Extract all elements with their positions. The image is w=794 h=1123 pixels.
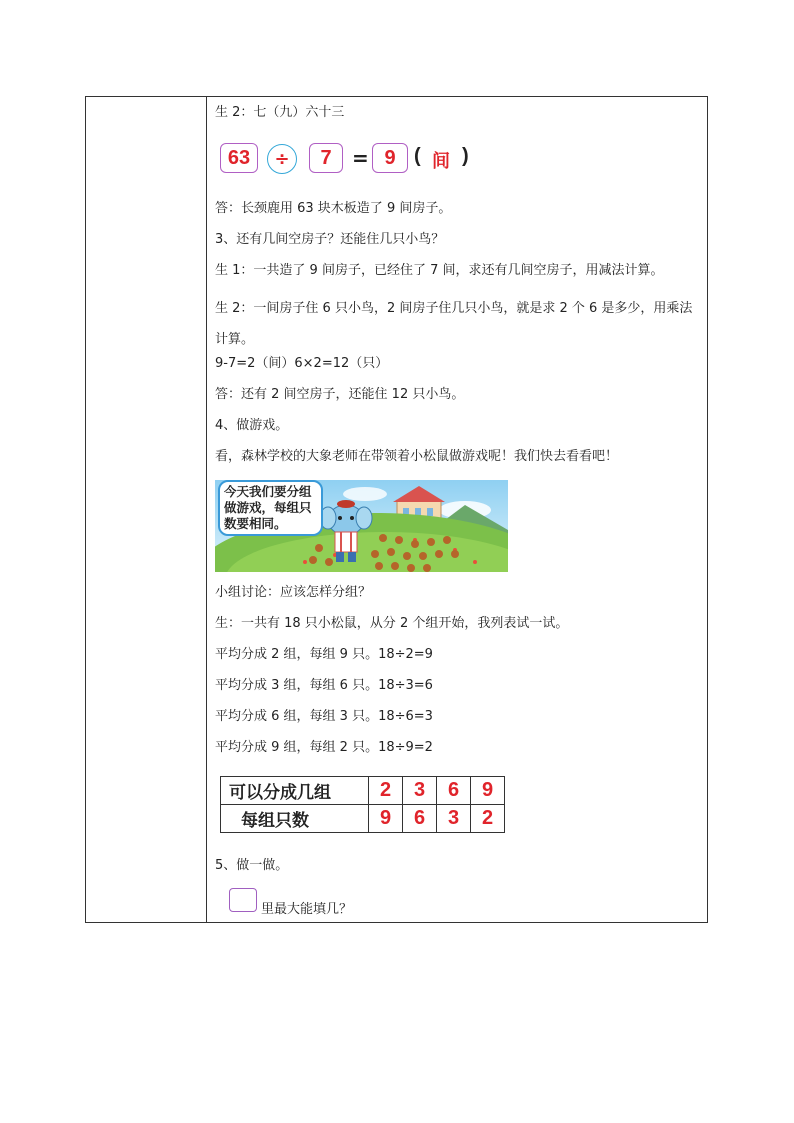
formula-line: 9-7=2（间）6×2=12（只） — [215, 356, 389, 371]
text-line: 生 2：七（九）六十三 — [215, 105, 345, 120]
question-heading: 3、还有几间空房子？还能住几只小鸟？ — [215, 232, 445, 247]
division-line: 平均分成 3 组，每组 6 只。18÷3=6 — [215, 678, 433, 693]
table-cell: 2 — [471, 805, 505, 833]
table-row — [221, 805, 505, 833]
table-cell: 6 — [437, 777, 471, 805]
open-paren: ( — [414, 145, 421, 167]
column-divider — [206, 96, 207, 923]
division-line: 平均分成 2 组，每组 9 只。18÷2=9 — [215, 647, 433, 662]
row-header: 可以分成几组 — [221, 777, 369, 805]
table-cell: 3 — [403, 777, 437, 805]
row-header: 每组只数 — [221, 805, 369, 833]
divisor-box: 7 — [309, 143, 343, 173]
answer-line: 答：长颈鹿用 63 块木板造了 9 间房子。 — [215, 201, 452, 216]
table-cell: 9 — [369, 805, 403, 833]
table-cell: 2 — [369, 777, 403, 805]
table-cell: 9 — [471, 777, 505, 805]
section-heading: 4、做游戏。 — [215, 418, 289, 433]
division-equation — [220, 143, 480, 175]
table-cell: 6 — [403, 805, 437, 833]
quotient-box: 9 — [372, 143, 408, 173]
answer-line: 答：还有 2 间空房子，还能住 12 只小鸟。 — [215, 387, 465, 402]
grouping-table — [220, 776, 505, 833]
table-cell: 3 — [437, 805, 471, 833]
divide-sign: ÷ — [267, 144, 297, 174]
unit-text: 间 — [432, 151, 450, 172]
forest-game-illustration — [215, 480, 508, 572]
text-line: 里最大能填几？ — [261, 902, 353, 917]
division-line: 平均分成 6 组，每组 3 只。18÷6=3 — [215, 709, 433, 724]
division-line: 平均分成 9 组，每组 2 只。18÷9=2 — [215, 740, 433, 755]
table-row — [221, 777, 505, 805]
blank-box — [229, 888, 257, 912]
text-line: 生：一共有 18 只小松鼠，从分 2 个组开始，我列表试一试。 — [215, 616, 569, 631]
equals-sign: = — [352, 146, 369, 170]
close-paren: ) — [462, 145, 469, 167]
discussion-line: 小组讨论：应该怎样分组？ — [215, 585, 372, 600]
section-heading: 5、做一做。 — [215, 858, 289, 873]
text-line: 看，森林学校的大象老师在带领着小松鼠做游戏呢！我们快去看看吧！ — [215, 449, 619, 464]
text-line: 生 1：一共造了 9 间房子，已经住了 7 间，求还有几间空房子，用减法计算。 — [215, 263, 664, 278]
speech-bubble: 今天我们要分组做游戏，每组只数要相同。 — [218, 480, 323, 536]
dividend-box: 63 — [220, 143, 258, 173]
text-line: 生 2：一间房子住 6 只小鸟，2 间房子住几只小鸟，就是求 2 个 6 是多少，用乘法计算。 — [215, 301, 693, 347]
